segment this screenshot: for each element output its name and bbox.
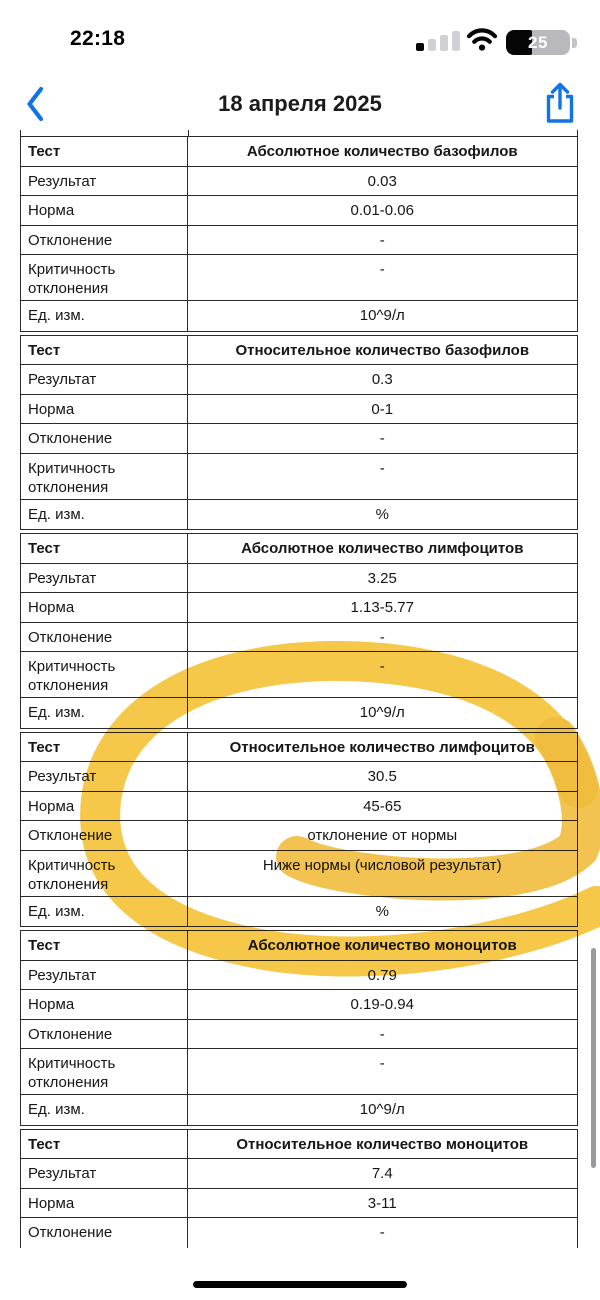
- row-label-result: Результат: [21, 961, 188, 990]
- row-value-criticality: -: [379, 658, 385, 675]
- row-label-deviation: Отклонение: [21, 1218, 188, 1248]
- row-label-test: Тест: [21, 931, 188, 960]
- row-value-norm: 0.19-0.94: [350, 996, 414, 1013]
- row-value-test: Относительное количество базофилов: [235, 341, 530, 359]
- table-row-test: [21, 733, 577, 763]
- table-row-test: [21, 137, 577, 167]
- row-value-test: Абсолютное количество моноцитов: [247, 937, 517, 954]
- row-value-norm: 0.01-0.06: [350, 202, 414, 219]
- row-value-result: 0.79: [367, 966, 397, 984]
- table-row-deviation: [21, 226, 577, 256]
- battery-percent-label: 25: [528, 32, 548, 52]
- scrollbar-thumb[interactable]: [591, 948, 596, 1168]
- row-label-unit: Ед. изм.: [21, 1095, 188, 1125]
- row-value-norm: 0-1: [371, 400, 394, 418]
- row-label-deviation: Отклонение: [21, 424, 188, 453]
- row-value-deviation: -: [379, 430, 385, 447]
- row-label-result: Результат: [21, 365, 188, 394]
- row-value-deviation: отклонение от нормы: [307, 827, 458, 844]
- row-label-criticality: Критичность отклонения: [21, 255, 188, 300]
- table-row-result: [21, 961, 577, 991]
- table-row-norm: [21, 593, 577, 623]
- table-row-norm: [21, 1189, 577, 1219]
- row-value-result: 7.4: [371, 1165, 393, 1182]
- row-label-result: Результат: [21, 167, 188, 196]
- row-label-norm: Норма: [21, 1189, 188, 1218]
- results-table: [20, 130, 578, 1248]
- row-label-test: Тест: [21, 534, 188, 563]
- row-value-norm: 45-65: [363, 797, 402, 815]
- test-block: [20, 533, 578, 729]
- battery-icon: [506, 30, 570, 55]
- row-value-norm: 1.13-5.77: [350, 599, 414, 616]
- row-label-deviation: Отклонение: [21, 226, 188, 255]
- row-value-result: 3.25: [367, 569, 397, 587]
- table-row-norm: [21, 196, 577, 226]
- row-label-unit: Ед. изм.: [21, 301, 188, 331]
- table-row-result: [21, 564, 577, 594]
- row-label-deviation: Отклонение: [21, 821, 188, 850]
- row-value-criticality: -: [379, 1055, 385, 1072]
- table-row-deviation: [21, 424, 577, 454]
- status-time: 22:18: [70, 27, 126, 50]
- row-value-unit: %: [375, 902, 389, 920]
- row-value-deviation: -: [379, 1224, 385, 1241]
- row-value-test: Абсолютное количество лимфоцитов: [241, 540, 524, 557]
- row-label-test: Тест: [21, 733, 188, 762]
- table-row-criticality: [21, 454, 577, 500]
- row-value-criticality: Ниже нормы (числовой результат): [262, 856, 502, 874]
- row-value-test: Абсолютное количество базофилов: [246, 143, 518, 160]
- row-label-norm: Норма: [21, 196, 188, 225]
- clipped-row-above: [20, 130, 578, 136]
- table-row-criticality: [21, 652, 577, 698]
- table-row-unit: [21, 500, 577, 530]
- table-row-norm: [21, 395, 577, 425]
- row-label-unit: Ед. изм.: [21, 500, 188, 530]
- row-label-norm: Норма: [21, 593, 188, 622]
- cellular-signal-icon: [416, 29, 462, 51]
- row-label-deviation: Отклонение: [21, 1020, 188, 1049]
- test-block: [20, 732, 578, 928]
- row-value-deviation: -: [379, 1025, 385, 1043]
- row-label-result: Результат: [21, 564, 188, 593]
- page-title: 18 апреля 2025: [218, 91, 382, 116]
- row-label-test: Тест: [21, 137, 188, 166]
- table-row-test: [21, 931, 577, 961]
- status-icons: [416, 28, 580, 56]
- row-label-norm: Норма: [21, 395, 188, 424]
- row-value-unit: 10^9/л: [359, 1101, 405, 1118]
- table-row-test: [21, 534, 577, 564]
- row-value-result: 30.5: [367, 768, 397, 785]
- table-row-result: [21, 365, 577, 395]
- test-block: [20, 1129, 578, 1249]
- table-row-unit: [21, 301, 577, 331]
- row-value-result: 0.03: [367, 172, 397, 190]
- table-row-deviation: [21, 1020, 577, 1050]
- table-row-unit: [21, 1095, 577, 1125]
- table-row-result: [21, 167, 577, 197]
- table-row-deviation: [21, 623, 577, 653]
- test-block: [20, 136, 578, 332]
- row-label-unit: Ед. изм.: [21, 698, 188, 728]
- wifi-icon: [466, 28, 498, 52]
- row-label-criticality: Критичность отклонения: [21, 652, 188, 697]
- table-row-norm: [21, 990, 577, 1020]
- test-block: [20, 335, 578, 531]
- row-value-unit: 10^9/л: [359, 307, 405, 324]
- table-row-result: [21, 762, 577, 792]
- row-value-unit: 10^9/л: [359, 704, 405, 721]
- row-label-deviation: Отклонение: [21, 623, 188, 652]
- row-value-test: Относительное количество лимфоцитов: [229, 738, 535, 756]
- row-value-deviation: -: [379, 628, 385, 646]
- row-label-criticality: Критичность отклонения: [21, 1049, 188, 1094]
- row-label-result: Результат: [21, 1159, 188, 1188]
- test-block: [20, 930, 578, 1126]
- table-row-criticality: [21, 851, 577, 897]
- row-value-norm: 3-11: [367, 1194, 397, 1212]
- row-label-norm: Норма: [21, 990, 188, 1019]
- row-label-criticality: Критичность отклонения: [21, 851, 188, 896]
- table-row-deviation: [21, 821, 577, 851]
- table-row-result: [21, 1159, 577, 1189]
- row-value-unit: %: [375, 505, 389, 523]
- row-label-test: Тест: [21, 336, 188, 365]
- table-row-deviation: [21, 1218, 577, 1248]
- battery-cap: [572, 38, 577, 48]
- row-value-test: Относительное количество моноцитов: [236, 1135, 529, 1153]
- row-value-deviation: -: [379, 231, 385, 249]
- row-label-norm: Норма: [21, 792, 188, 821]
- table-row-criticality: [21, 255, 577, 301]
- row-value-criticality: -: [379, 261, 385, 278]
- table-row-unit: [21, 897, 577, 927]
- home-indicator[interactable]: [193, 1281, 407, 1288]
- row-label-criticality: Критичность отклонения: [21, 454, 188, 499]
- share-button[interactable]: [542, 81, 578, 125]
- row-label-unit: Ед. изм.: [21, 897, 188, 927]
- table-row-norm: [21, 792, 577, 822]
- table-row-test: [21, 1130, 577, 1160]
- table-row-criticality: [21, 1049, 577, 1095]
- row-value-result: 0.3: [371, 371, 393, 388]
- row-label-result: Результат: [21, 762, 188, 791]
- row-label-test: Тест: [21, 1130, 188, 1159]
- table-row-unit: [21, 698, 577, 728]
- table-row-test: [21, 336, 577, 366]
- row-value-criticality: -: [379, 459, 385, 477]
